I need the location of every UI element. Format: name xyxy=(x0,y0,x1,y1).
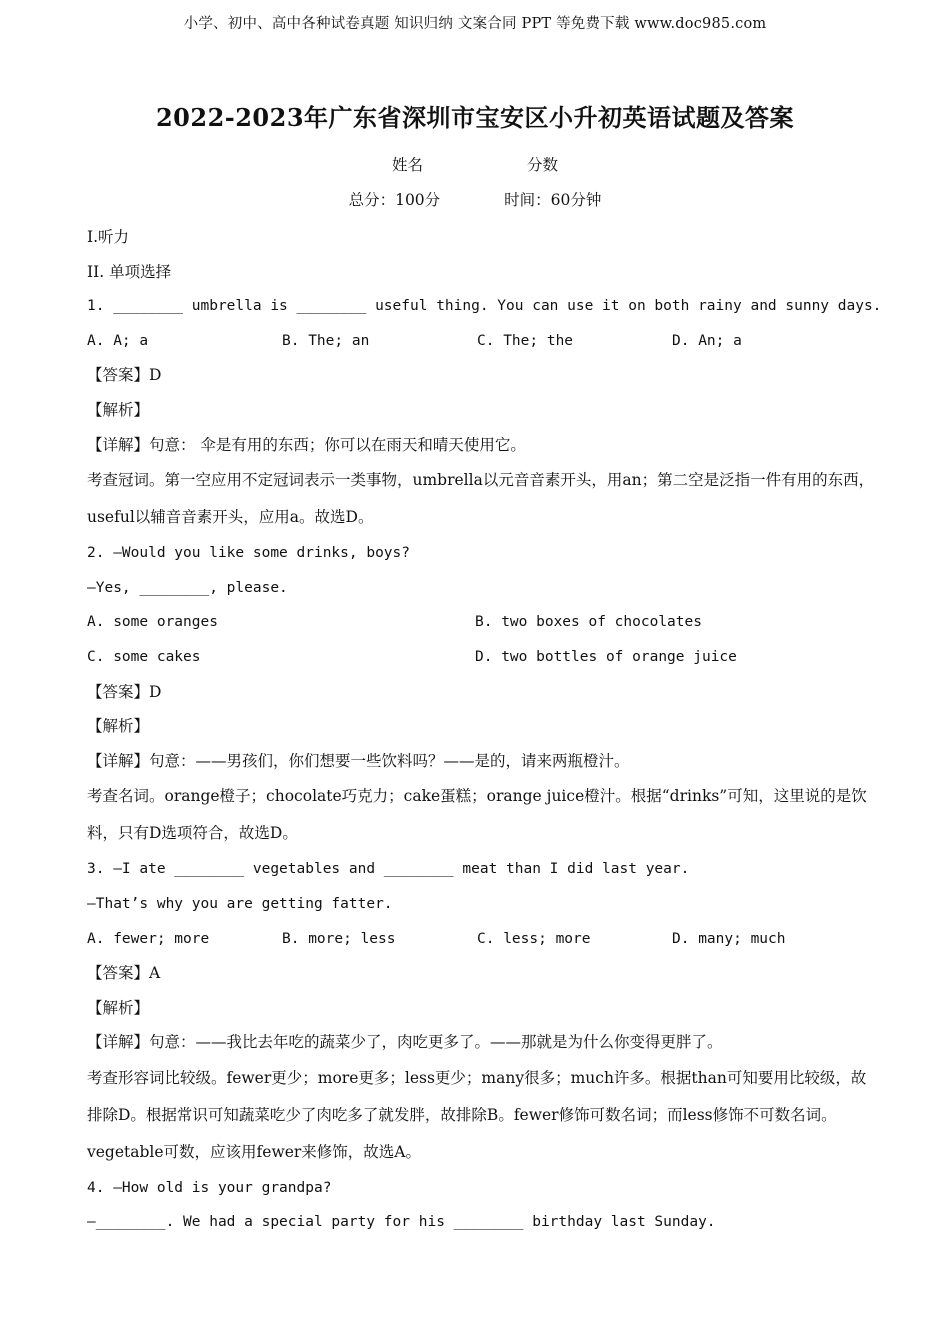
name-score-line xyxy=(0,153,950,175)
q3-option-c: C. less; more xyxy=(477,930,591,947)
q2-stem-1: 2. —Would you like some drinks, boys? xyxy=(87,545,411,562)
q1-options xyxy=(87,324,877,359)
page-title: 2022-2023年广东省深圳市宝安区小升初英语试题及答案 xyxy=(155,103,795,132)
total-score: 总分：100分 xyxy=(348,191,441,209)
q1-stem: 1. ________ umbrella is ________ useful thing. You can use it on both rainy and sunny days. xyxy=(87,298,882,315)
q3-explanation: 考查形容词比较级。fewer更少；more更多；less更少；many很多；much许多。根据than可知要用比较级，故排除D。根据常识可知蔬菜吃少了肉吃多了就发胖，故排除B。fewer修饰可数名词；而less修饰不可数名词。vegetable可数，应该用fewer来修饰，故选A。 xyxy=(87,1068,867,1161)
name-label: 姓名 xyxy=(391,156,423,174)
q1-option-a: A. A; a xyxy=(87,332,149,349)
total-time-line xyxy=(0,188,950,210)
q3-analysis-label: 【解析】 xyxy=(87,998,150,1017)
q3-answer: 【答案】A xyxy=(87,964,161,983)
score-label: 分数 xyxy=(527,156,559,174)
q2-option-d: D. two bottles of orange juice xyxy=(475,648,737,665)
q1-detail: 【详解】句意： 伞是有用的东西；你可以在雨天和晴天使用它。 xyxy=(87,435,526,454)
q2-options-row-1 xyxy=(87,605,877,640)
time-limit: 时间：60分钟 xyxy=(504,191,602,209)
q2-option-c: C. some cakes xyxy=(87,648,201,665)
q3-option-b: B. more; less xyxy=(282,930,396,947)
site-header: 小学、初中、高中各种试卷真题 知识归纳 文案合同 PPT 等免费下载 www.doc985.com xyxy=(183,16,767,32)
q2-option-b: B. two boxes of chocolates xyxy=(475,614,702,631)
q3-option-a: A. fewer; more xyxy=(87,930,210,947)
q2-analysis-label: 【解析】 xyxy=(87,717,150,736)
q3-detail: 【详解】句意：——我比去年吃的蔬菜少了，肉吃更多了。——那就是为什么你变得更胖了。 xyxy=(87,1033,723,1052)
section-listening: Ⅰ.听力 xyxy=(87,228,130,246)
q2-answer: 【答案】D xyxy=(87,682,162,701)
q4-stem-2: —________. We had a special party for his ________ birthday last Sunday. xyxy=(87,1214,716,1231)
q1-analysis-label: 【解析】 xyxy=(87,400,150,419)
q1-explanation: 考查冠词。第一空应用不定冠词表示一类事物，umbrella以元音音素开头，用an；第二空是泛指一件有用的东西，useful以辅音音素开头，应用a。故选D。 xyxy=(87,471,875,527)
q1-option-c: C. The; the xyxy=(477,332,574,349)
q3-stem-2: —That’s why you are getting fatter. xyxy=(87,895,393,912)
q2-detail: 【详解】句意：——男孩们，你们想要一些饮料吗？——是的，请来两瓶橙汁。 xyxy=(87,751,630,770)
q2-explanation: 考查名词。orange橙子；chocolate巧克力；cake蛋糕；orange juice橙汁。根据“drinks”可知，这里说的是饮料，只有D选项符合，故选D。 xyxy=(87,787,867,843)
q4-stem-1: 4. —How old is your grandpa? xyxy=(87,1179,332,1196)
q2-options-row-2 xyxy=(87,640,877,675)
q1-option-d: D. An; a xyxy=(672,332,742,349)
q2-option-a: A. some oranges xyxy=(87,614,218,631)
q1-answer: 【答案】D xyxy=(87,366,162,385)
q2-stem-2: —Yes, ________, please. xyxy=(87,579,288,596)
q3-option-d: D. many; much xyxy=(672,930,786,947)
q3-stem-1: 3. —I ate ________ vegetables and ________ meat than I did last year. xyxy=(87,861,690,878)
q3-options xyxy=(87,922,877,957)
section-single-choice: II. 单项选择 xyxy=(87,262,172,281)
q1-option-b: B. The; an xyxy=(282,332,370,349)
exam-content xyxy=(87,220,882,1240)
